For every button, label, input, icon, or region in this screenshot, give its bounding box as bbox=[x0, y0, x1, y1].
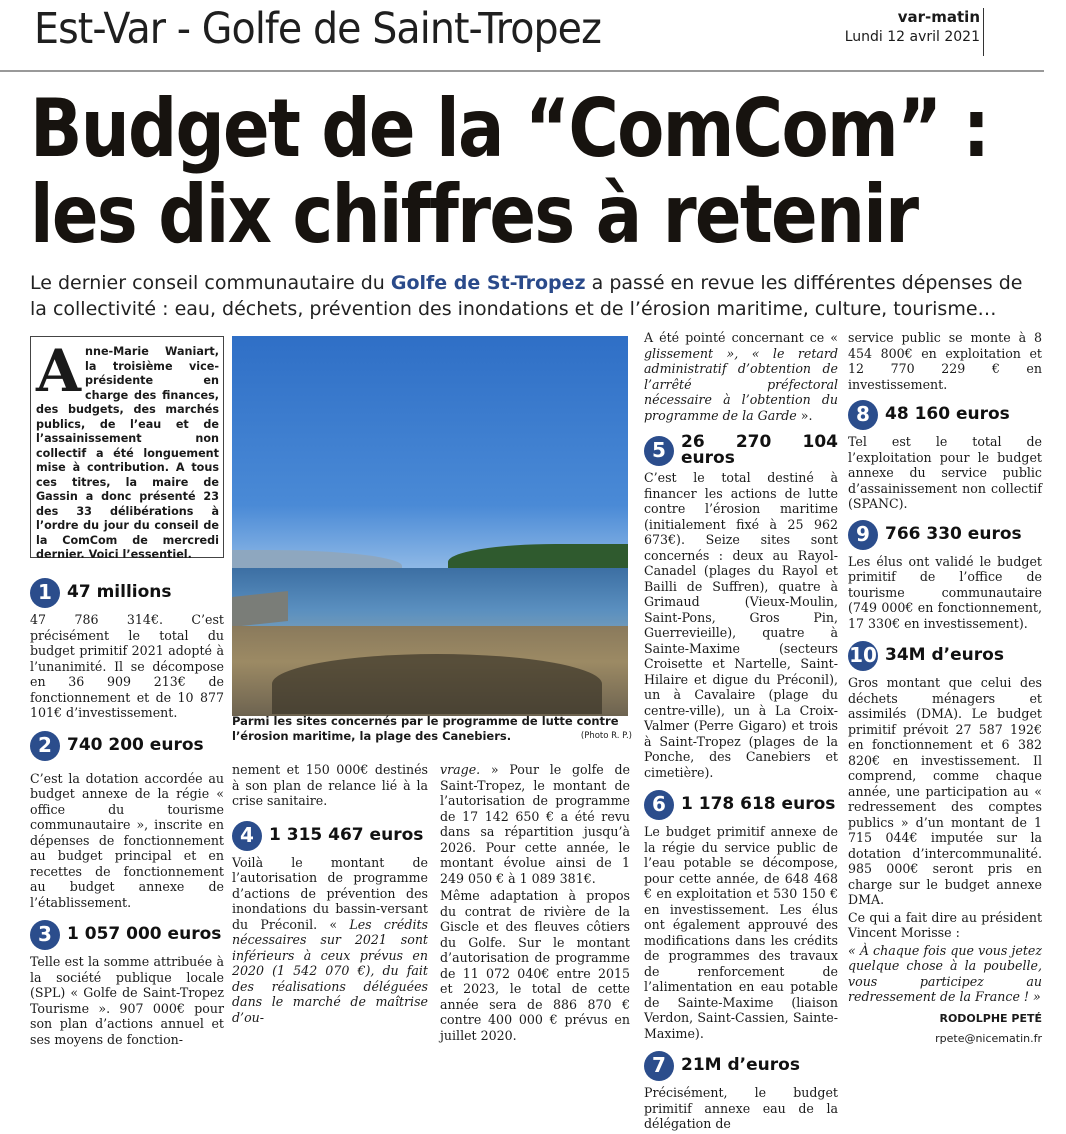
figure-2-text: C’est la dotation accordée au budget annexe de la régie « office du tourisme communautaire », inscrite en dépenses de fonctionnement au budget principal et en recettes de fonctionnement au budget annexe de l’établissement. bbox=[30, 770, 224, 910]
figure-9-title: 766 330 euros bbox=[885, 523, 1022, 544]
closing-quote: « À chaque fois que vous jetez quelque chose à la poubelle, vous participez au redressement de la France ! » bbox=[848, 942, 1042, 1004]
column-5 bbox=[848, 330, 1042, 1047]
figure-6-title: 1 178 618 euros bbox=[681, 794, 836, 815]
figure-5-title: 26 270 104 euros bbox=[681, 432, 838, 468]
standfirst-highlight: Golfe de St-Tropez bbox=[390, 272, 586, 294]
figure-6-text: Le budget primitif annexe de la régie du service public de l’eau potable se décompose, pour cette année, de 648 468 € en exploitation et 530 150 € en investissement. Les élus ont également approuvé des modifications dans les crédits de programmes des travaux de renforcement de l’alimentation en eau potable de Sainte-Maxime (liaison Verdon, Saint-Cassien, Sainte-Maxime). bbox=[644, 824, 838, 1041]
figure-7-number: 7 bbox=[644, 1051, 674, 1081]
figure-10-title: 34M d’euros bbox=[885, 645, 1004, 666]
closing-lead: Ce qui a fait dire au président Vincent Morisse : bbox=[848, 909, 1042, 940]
section-title: Est-Var - Golfe de Saint-Tropez bbox=[34, 4, 601, 54]
issue-date: Lundi 12 avril 2021 bbox=[844, 29, 980, 45]
column-4 bbox=[644, 330, 838, 1134]
figure-3-heading bbox=[30, 920, 224, 950]
photo-far-hill bbox=[232, 550, 402, 570]
figure-7-heading bbox=[644, 1051, 838, 1081]
figure-3-number: 3 bbox=[30, 920, 60, 950]
standfirst-before: Le dernier conseil communautaire du bbox=[30, 272, 391, 294]
photo-credit: (Photo R. P.) bbox=[580, 731, 632, 741]
figure-9-text: Les élus ont validé le budget primitif de l’office de tourisme communautaire (749 000€ en fonctionnement, 17 330€ en investissement). bbox=[848, 553, 1042, 631]
intro-text: nne-Marie Waniart, la troisième vice-présidente en charge des finances, des budgets, des marchés publics, de l’eau et de l’assainissement non collectif a été longuement mise à contribution. A tous ces titres, la maire de Gassin a donc présenté 23 des 33 délibérations à l’ordre du jour du conseil de la ComCom de mercredi dernier. Voici l’essentiel. bbox=[36, 345, 219, 561]
figure-5-text: C’est le total destiné à financer les actions de lutte contre l’érosion maritime (initialement fixé à 25 962 673€). Seize sites sont concernés : deux au Rayol-Canadel (plages du Rayol et Bailli de Suffren), quatre à Grimaud (Vieux-Moulin, Saint-Pons, Gros Pin, Guerrevieille), quatre à Sainte-Maxime (secteurs Croisette et Nartelle, Saint-Hilaire et digue du Préconil), un à Cavalaire (plage du centre-ville), un à La Croix-Valmer (Perre Gigaro) et trois à Saint-Tropez (plages de la Ponche, des Canebiers et cimetière). bbox=[644, 470, 838, 780]
standfirst-after: a passé en revue les différentes dépenses de la collectivité : eau, déchets, prévention des inondations et de l’érosion maritime, culture, tourisme… bbox=[30, 272, 1023, 320]
figure-5-number: 5 bbox=[644, 436, 674, 466]
figure-10-heading bbox=[848, 641, 1042, 671]
beach-photo bbox=[232, 336, 628, 712]
figure-9-heading bbox=[848, 520, 1042, 550]
figure-1-title: 47 millions bbox=[67, 582, 172, 603]
figure-6-heading bbox=[644, 790, 838, 820]
figure-4-text: Voilà le montant de l’autorisation de programme d’actions de prévention des inondations du bassin-versant du Préconil. « Les crédits nécessaires sur 2021 sont inférieurs à ceux prévus en 2020 (1 542 070 €), du fait des réalisations déléguées dans le marché de maîtrise d’ou- bbox=[232, 854, 428, 1025]
figure-4-title: 1 315 467 euros bbox=[269, 824, 424, 845]
column-2 bbox=[232, 762, 428, 1027]
column-3-para-1: vrage. » Pour le golfe de Saint-Tropez, le montant de l’autorisation de programme de 17 142 650 € a été revu dans sa répartition jusqu’à 2026. Pour cette année, le montant évolue ainsi de 1 249 050 € à 1 089 381€. bbox=[440, 762, 630, 886]
masthead-divider bbox=[983, 8, 984, 56]
column-5-top: service public se monte à 8 454 800€ en exploitation et 12 770 229 € en investissement. bbox=[848, 330, 1042, 392]
figure-7-text: Précisément, le budget primitif annexe eau de la délégation de bbox=[644, 1085, 838, 1131]
header-rule bbox=[0, 70, 1044, 72]
figure-2-heading bbox=[30, 731, 224, 761]
column-3-para-2: Même adaptation à propos du contrat de rivière de la Giscle et des fleuves côtiers du Golfe. Sur le montant d’autorisation de programme de 11 072 040€ entre 2015 et 2023, le total de cette année sera de 886 870 € contre 400 000 € prévus en juillet 2020. bbox=[440, 888, 630, 1043]
figure-10-number: 10 bbox=[848, 641, 878, 671]
figure-1-number: 1 bbox=[30, 578, 60, 608]
masthead bbox=[845, 8, 980, 45]
photo-tree-shadow bbox=[272, 654, 602, 714]
figure-2-title: 740 200 euros bbox=[67, 734, 204, 755]
figure-8-number: 8 bbox=[848, 400, 878, 430]
figure-9-number: 9 bbox=[848, 520, 878, 550]
photo-jetty bbox=[232, 591, 288, 627]
standfirst bbox=[30, 270, 1040, 322]
caption-text: Parmi les sites concernés par le programme de lutte contre l’érosion maritime, la plage des Canebiers. bbox=[232, 714, 619, 743]
figure-8-heading bbox=[848, 400, 1042, 430]
drop-cap: A bbox=[36, 337, 82, 405]
figure-5-heading bbox=[644, 432, 838, 468]
figure-2-number: 2 bbox=[30, 731, 60, 761]
page-header bbox=[0, 0, 1066, 72]
brand-name: var-matin bbox=[897, 8, 980, 26]
figure-4-number: 4 bbox=[232, 821, 262, 851]
headline-line-1: Budget de la “ComCom” : bbox=[30, 82, 989, 175]
column-2-continuation: nement et 150 000€ destinés à son plan de relance lié à la crise sanitaire. bbox=[232, 762, 428, 808]
figure-4-heading bbox=[232, 821, 428, 851]
figure-6-number: 6 bbox=[644, 790, 674, 820]
figure-10-text: Gros montant que celui des déchets ménagers et assimilés (DMA). Le budget primitif prévoit 27 587 192€ en fonctionnement et 6 382 820€ en investissement. Il comprend, comme chaque année, une participation au « redressement des comptes publics » d’un montant de 1 715 044€ imputée sur la dotation d’intercommunalité. 985 000€ seront pris en charge sur le budget annexe DMA. bbox=[848, 675, 1042, 907]
intro-box bbox=[30, 336, 224, 561]
figure-8-text: Tel est le total de l’exploitation pour le budget annexe du service public d’assainissement non collectif (SPANC). bbox=[848, 434, 1042, 511]
headline-line-2: les dix chiffres à retenir bbox=[30, 168, 918, 261]
column-3 bbox=[440, 762, 630, 1045]
figure-7-title: 21M d’euros bbox=[681, 1055, 800, 1076]
photo-caption bbox=[232, 714, 632, 744]
figure-3-text: Telle est la somme attribuée à la société publique locale (SPL) « Golfe de Saint-Tropez Tourisme ». 907 000€ pour son plan d’actions annuel et ses moyens de fonction- bbox=[30, 954, 224, 1047]
column-4-top: A été pointé concernant ce « glissement », « le retard administratif d’obtention de l’arrêté préfectoral nécessaire à l’obtention du programme de la Garde ». bbox=[644, 330, 838, 423]
figure-3-title: 1 057 000 euros bbox=[67, 924, 222, 945]
column-1 bbox=[30, 570, 224, 1049]
figure-1-text: 47 786 314€. C’est précisément le total du budget primitif 2021 adopté à l’unanimité. Il se décompose en 36 909 213€ de fonctionnement et de 10 877 101€ d’investissement. bbox=[30, 612, 224, 720]
author-email[interactable]: rpete@nicematin.fr bbox=[935, 1032, 1042, 1045]
figure-1-heading bbox=[30, 578, 224, 608]
figure-8-title: 48 160 euros bbox=[885, 404, 1010, 425]
headline bbox=[30, 82, 989, 261]
author-signature: RODOLPHE PETÉ bbox=[939, 1011, 1042, 1025]
